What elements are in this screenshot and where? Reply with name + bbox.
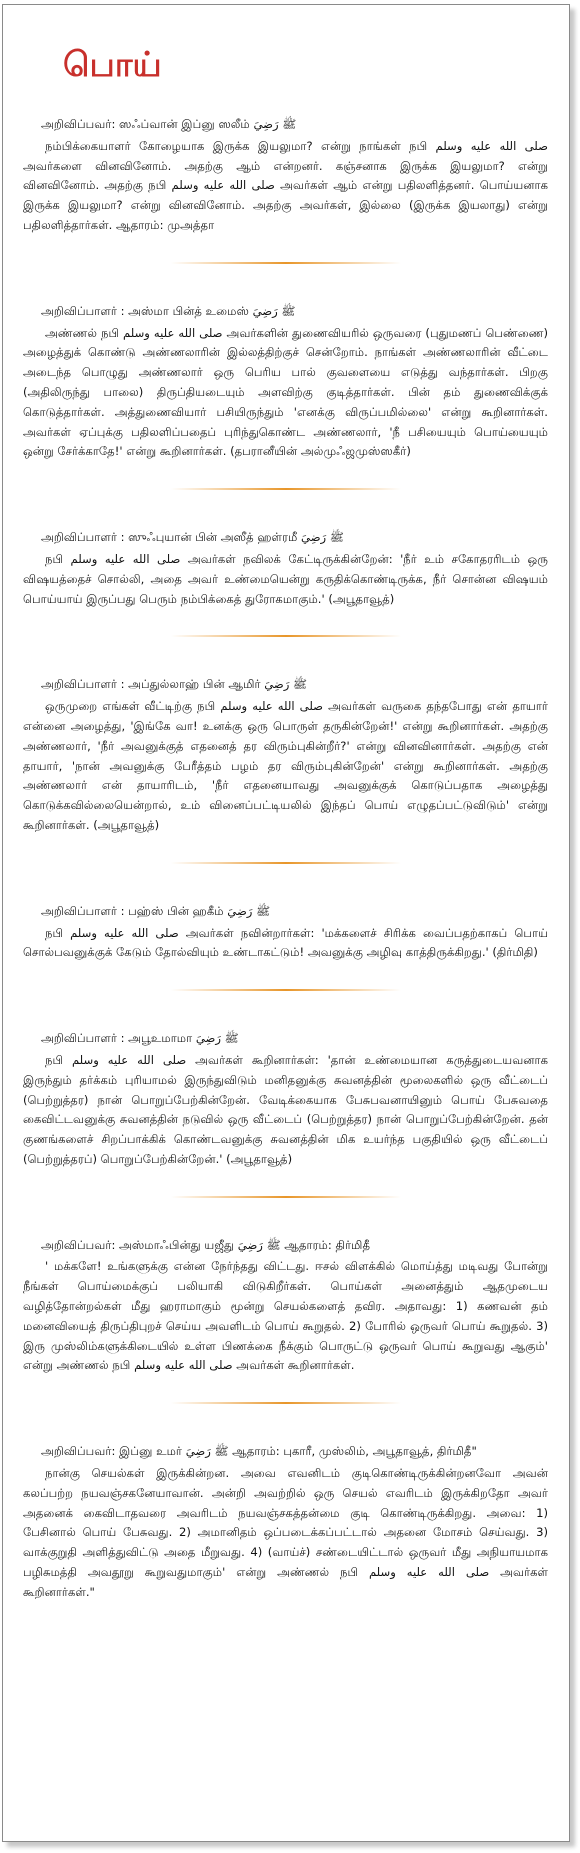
hadith-text: நபி صلى الله عليه وسلم அவர்கள் நவின்றார்கள்: 'மக்களைச் சிரிக்க வைப்பதற்காகப் பொய் சொல்பவனுக்குக் கேடும் தோல்வியும் உண்டாகட்டும்! அவனுக்கு அழிவு காத்திருக்கிறது.' (திர்மிதி) — [23, 925, 549, 960]
narrator-line: அறிவிப்பாளர் : ஸுஃபுயான் பின் அஸீத் ஹள்ரமீ ﷺ رَضِيَ — [41, 530, 344, 545]
hadith-entry — [23, 902, 548, 963]
hadith-entry — [23, 528, 548, 609]
separator-line — [171, 989, 401, 991]
separator-line — [171, 1196, 401, 1198]
narrator-line: அறிவிப்பாளர் : அப்துல்லாஹ் பின் ஆமிர் ﷺ رَضِيَ — [41, 677, 308, 692]
separator-line — [171, 862, 401, 864]
page-title: பொய் — [63, 45, 162, 85]
hadith-entry — [23, 1029, 548, 1170]
hadith-entry — [23, 1236, 548, 1377]
hadith-text: அண்ணல் நபி صلى الله عليه وسلم அவர்களின் துணைவியரில் ஒருவரை (புதுமணப் பெண்ணை) அழைத்துக் கொண்டு அண்ணலாரின் இல்லத்திற்குச் சென்றோம். நாங்கள் அண்ணலாரின் வீட்டை அடைந்த பொழுது அண்ணலார் ஒரு பெரிய பால் குவளையை எடுத்து வந்தார்கள். பிறகு (அதிலிருந்து பாலை) திருப்தியடையும் அளவிற்கு குடித்தார்கள். பின் தம் துணைவிக்குக் கொடுத்தார்கள். அத்துணைவியார் பசியிருந்தும் 'எனக்கு விருப்பமில்லை' என்று கூறினார்கள். அவர்கள் ஏப்புக்கு பதிலளிப்பதைப் புரிந்துகொண்ட அண்ணலார், 'நீ பசியையும் பொய்யையும் ஒன்று சேர்க்காதே!' என்று கூறினார்கள். (தபரானீயின் அல்முஃஜமுஸ்ஸகீர்) — [23, 325, 548, 459]
hadith-entry — [23, 1442, 548, 1602]
hadith-entry — [23, 675, 548, 835]
hadith-entry — [23, 115, 548, 236]
hadith-text: நபி صلى الله عليه وسلم அவர்கள் கூறினார்கள்: 'தான் உண்மையான கருத்துடையவனாக இருந்தும் தர்க்கம் புரியாமல் இருந்துவிடும் மனிதனுக்கு சுவனத்தின் மூலைகளில் ஒரு வீட்டைப் (பெற்றுத்தர) நான் பொறுப்பேற்கின்றேன். வேடிக்கையாக பேசுபவனாயினும் பொய் பேசுவதை கைவிட்டவனுக்கு சுவனத்தின் நடுவில் ஒரு வீட்டைப் (பெற்றுத்தர) நான் பொறுப்பேற்கின்றேன். தன் குணங்களைச் சிறப்பாக்கிக் கொண்டவனுக்கு சுவனத்தின் மிக உயர்ந்த பகுதியில் ஒரு வீட்டைப் (பெற்றுத்தரப்) பொறுப்பேற்கின்றேன்.' (அபூதாவூத்) — [23, 1052, 549, 1166]
hadith-entry — [23, 302, 548, 462]
separator-line — [171, 1402, 401, 1404]
narrator-line: அறிவிப்பாளர் : பஹ்ஸ் பின் ஹகீம் ﷺ رَضِيَ — [41, 903, 271, 918]
separator-line — [171, 262, 401, 264]
narrator-line: அறிவிப்பவர்: ஸஃப்வான் இப்னு ஸலீம் ﷺ رَضِيَ — [41, 117, 297, 131]
narrator-line: அறிவிப்பாளர் : அபூஉமாமா ﷺ رَضِيَ — [41, 1031, 239, 1046]
separator-line — [171, 488, 401, 490]
hadith-text: ஒருமுறை எங்கள் வீட்டிற்கு நபி صلى الله عليه وسلم அவர்கள் வருகை தந்தபோது என் தாயார் என்னை அழைத்து, 'இங்கே வா! உனக்கு ஒரு பொருள் தருகின்றேன்!' என்று கூறினார்கள். அதற்கு அண்ணலார், 'நீர் அவனுக்குத் எதனைத் தர விரும்புகின்றீர்?' என்று வினவினார்கள். அதற்கு என் தாயார், 'நான் அவனுக்கு பேரீத்தம் பழம் தர விரும்புகின்றேன்' என்று கூறினார்கள். அதற்கு அண்ணலார் என் தாயாரிடம், 'நீர் எதனையாவது அவனுக்குக் கொடுப்பதாக அழைத்து கொடுக்கவில்லையென்றால், உம் வினைப்பட்டியலில் இந்தப் பொய் எழுதப்பட்டுவிடும்' என்று கூறினார்கள். (அபூதாவூத்) — [23, 699, 548, 832]
hadith-text: நபி صلى الله عليه وسلم அவர்கள் நவிலக் கேட்டிருக்கின்றேன்: 'நீர் உம் சகோதரரிடம் ஒரு விஷயத்தைச் சொல்லி, அதை அவர் உண்மையென்று கருதிக்கொண்டிருக்க, நீர் சொன்ன விஷயம் பொய்யாய் இருப்பது பெரும் நம்பிக்கைத் துரோகமாகும்.' (அபூதாவூத்) — [23, 551, 549, 606]
document-page — [2, 4, 570, 1842]
narrator-line: அறிவிப்பாளர் : அஸ்மா பின்த் உமைஸ் ﷺ رَضِيَ — [41, 303, 296, 318]
separator-line — [171, 635, 401, 637]
hadith-list — [23, 115, 548, 1603]
narrator-line: அறிவிப்பவர்: அஸ்மாஃபின்து யஜீது ﷺ رَضِيَ ஆதாரம்: திர்மிதீ — [41, 1237, 370, 1252]
hadith-text: நான்கு செயல்கள் இருக்கின்றன. அவை எவனிடம் குடிகொண்டிருக்கின்றனவோ அவன் கலப்பற்ற நயவஞ்சகனேயாவான். அன்றி அவற்றில் ஒரு செயல் எவரிடம் இருக்கிறதோ அவர் அதனைக் கைவிடாதவரை அவரிடம் நயவஞ்சகத்தன்மை குடி கொண்டிருக்கிறது. அவை: 1) பேசினால் பொய் பேசுவது. 2) அமானிதம் ஒப்படைக்கப்பட்டால் அதனை மோசம் செய்வது. 3) வாக்குறுதி அளித்துவிட்டு அதை மீறுவது. 4) (வாய்ச்) சண்டையிட்டால் ஒருவர் மீது அநியாயமாக பழிசுமத்தி அவதூறு கூறுவதுமாகும்' என்று அண்ணல் நபி صلى الله عليه وسلم அவர்கள் கூறினார்கள்." — [23, 1466, 548, 1599]
narrator-line: அறிவிப்பவர்: இப்னு உமர் ﷺ رَضِيَ ஆதாரம்: புகாரீ, முஸ்லிம், அபூதாவூத், திர்மிதீ" — [41, 1444, 477, 1459]
hadith-text: ' மக்களே! உங்களுக்கு என்ன நேர்ந்தது விட்டது. ஈசல் விளக்கில் மொய்த்து மடிவது போன்று நீங்கள் பொய்மைக்குப் பலியாகி விடுகிறீர்கள். பொய்கள் அனைத்தும் ஆதமுடைய வழித்தோன்றல்கள் மீது ஹராமாகும் மூன்று செயல்களைத் தவிர. அதாவது: 1) கணவன் தம் மனைவியைத் திருப்திபுறச் செய்ய அவளிடம் பொய் கூறுதல். 2) போரில் ஒருவர் பொய் கூறுதல். 3) இரு முஸ்லிம்களுக்கிடையில் உள்ள பிணக்கை நீக்கும் பொருட்டு ஒருவர் பொய் கூறுவது ஆகும்' என்று அண்ணல் நபி صلى الله عليه وسلم அவர்கள் கூறினார்கள். — [23, 1259, 548, 1373]
hadith-text: நம்பிக்கையாளர் கோழையாக இருக்க இயலுமா? என்று நாங்கள் நபி صلى الله عليه وسلم அவர்களை வினவினோம். அதற்கு ஆம் என்றனர். கஞ்சனாக இருக்க இயலுமா? என்று வினவினோம். அதற்கு நபி صلى الله عليه وسلم அவர்கள் ஆம் என்று பதிலளித்தனர். பொய்யனாக இருக்க இயலுமா? என்று வினவினோம். அதற்கு அவர்கள், இல்லை (இருக்க இயலாது) என்று பதிலளித்தார்கள். ஆதாரம்: முஅத்தா — [23, 138, 548, 232]
